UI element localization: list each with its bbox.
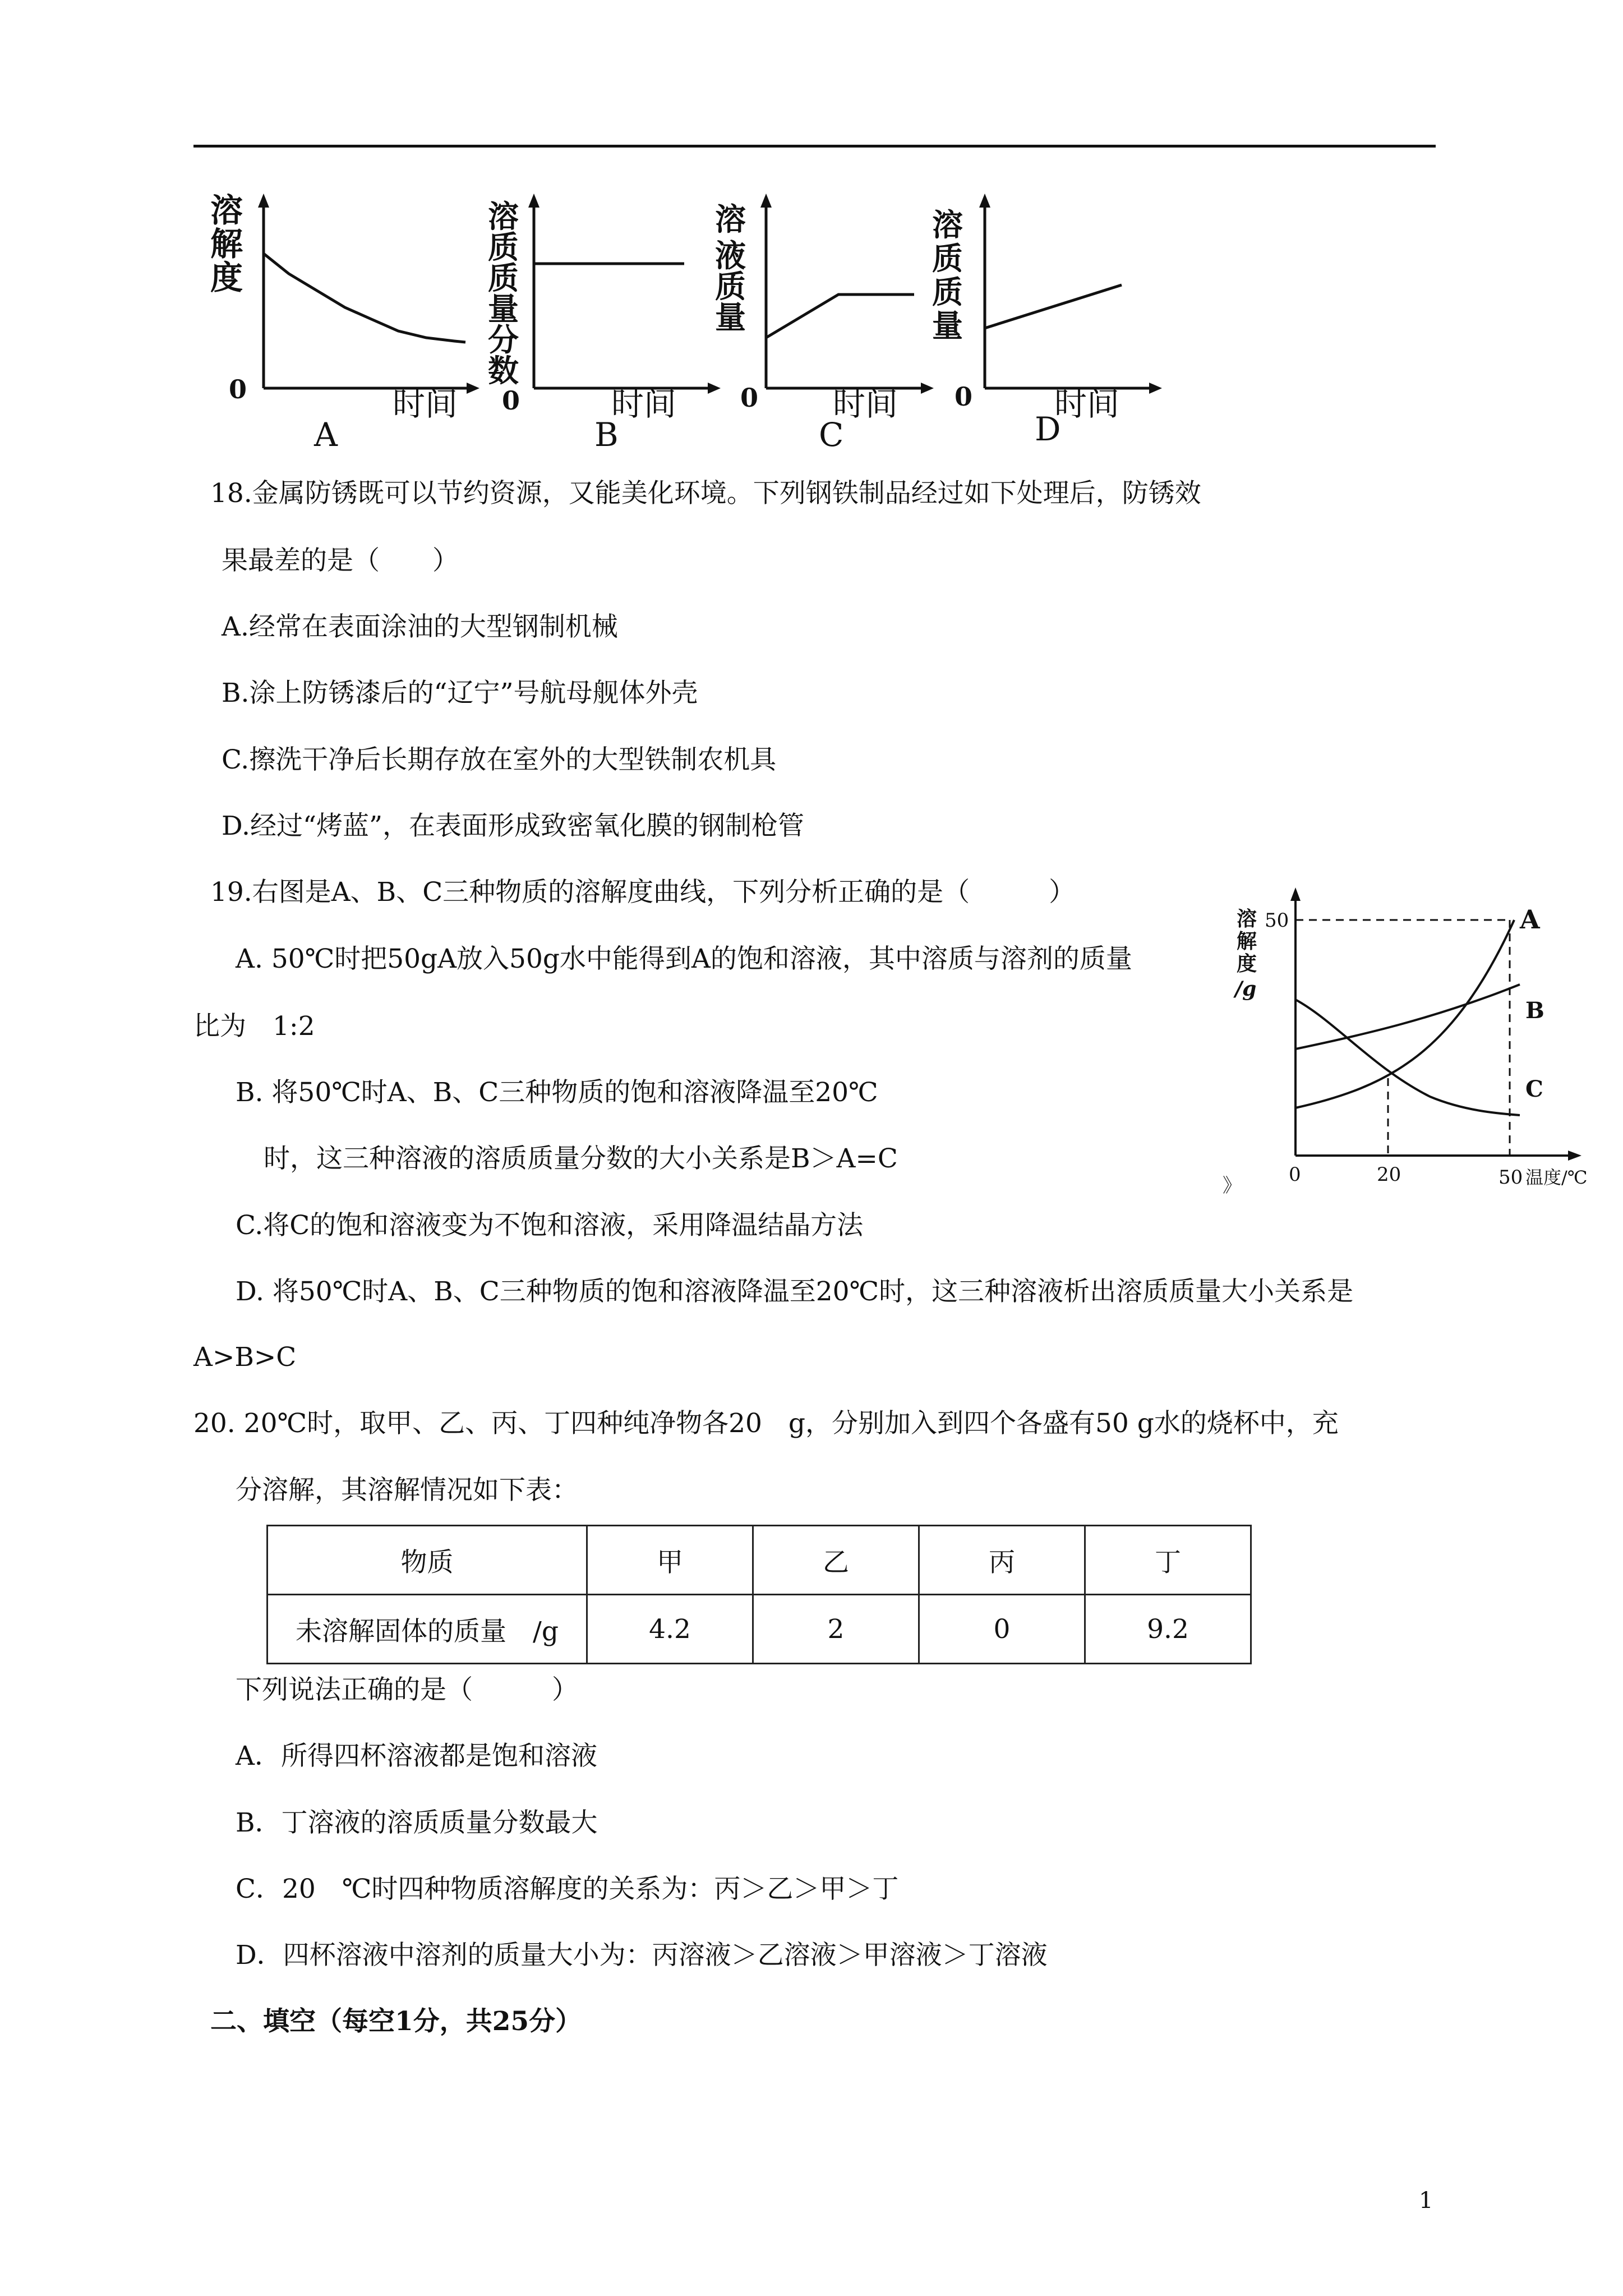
q20-stem-line2: 分溶解，其溶解情况如下表： — [236, 1475, 578, 1506]
graph-c-ylabel-3: 量 — [715, 299, 746, 335]
curve-label-c: C — [1525, 1076, 1543, 1102]
q20-option-b: B．丁溶液的溶质质量分数最大 — [236, 1807, 598, 1838]
table-row — [268, 1595, 1251, 1664]
q18-option-c: C.擦洗干净后长期存放在室外的大型铁制农机具 — [222, 744, 777, 775]
q19-option-d-line2: A>B>C — [193, 1342, 297, 1373]
sol-ylabel-1: 解 — [1237, 930, 1257, 953]
q20-table — [266, 1525, 1252, 1664]
table-cell: 物质 — [268, 1526, 587, 1595]
graph-c-origin: 0 — [740, 383, 759, 413]
table-cell: 2 — [753, 1595, 919, 1664]
sol-ylabel-2: 度 — [1237, 952, 1257, 976]
q18-stem-line1: 18.金属防锈既可以节约资源，又能美化环境。下列钢铁制品经过如下处理后，防锈效 — [210, 478, 1201, 509]
sol-ylabel-0: 溶 — [1237, 907, 1257, 931]
q19-option-b-line2: 时，这三种溶液的溶质质量分数的大小关系是B＞A=C — [264, 1143, 898, 1174]
graph-b-ylabel-5: 数 — [488, 352, 519, 389]
graph-d-ylabel-2: 质 — [932, 274, 963, 310]
table-cell: 未溶解固体的质量 /g — [268, 1595, 587, 1664]
graph-a-ylabel-2: 度 — [210, 259, 243, 297]
q19-option-a-line1: A. 50℃时把50gA放入50g水中能得到A的饱和溶液，其中溶质与溶剂的质量 — [236, 944, 1132, 974]
graph-c-letter: C — [819, 416, 844, 454]
q20-option-c: C．20 ℃时四种物质溶解度的关系为：丙＞乙＞甲＞丁 — [236, 1874, 899, 1904]
graph-b-letter: B — [594, 416, 619, 454]
sol-ylabel-3: /g — [1235, 977, 1257, 1001]
q18-stem-line2: 果最差的是（ ） — [222, 545, 459, 576]
graph-b-ylabel-1: 质 — [488, 229, 519, 265]
graph-b-ylabel-2: 质 — [488, 260, 519, 296]
sol-origin: 0 — [1289, 1163, 1301, 1186]
table-cell: 甲 — [587, 1526, 753, 1595]
graph-a-ylabel-0: 溶 — [210, 191, 243, 229]
q19-option-a-line2: 比为 1:2 — [193, 1011, 315, 1042]
graph-a-letter: A — [314, 416, 338, 454]
q19-option-d-line1: D. 将50℃时A、B、C三种物质的饱和溶液降温至20℃时，这三种溶液析出溶质质量大小关系是 — [236, 1276, 1354, 1307]
q20-option-a: A．所得四杯溶液都是饱和溶液 — [236, 1741, 597, 1772]
graph-d-ylabel-3: 量 — [932, 307, 963, 344]
q19-stem: 19.右图是A、B、C三种物质的溶解度曲线，下列分析正确的是（ ） — [210, 877, 1076, 908]
section2-heading: 二、填空（每空1分，共25分） — [210, 2006, 582, 2037]
graph-d-ylabel-0: 溶 — [932, 206, 963, 243]
graph-d — [932, 194, 1162, 448]
q18-option-b: B.涂上防锈漆后的“辽宁”号航母舰体外壳 — [222, 678, 698, 708]
graph-b-ylabel-0: 溶 — [488, 198, 519, 234]
header-rule — [193, 145, 1436, 148]
table-cell: 乙 — [753, 1526, 919, 1595]
graph-b-ylabel-3: 量 — [488, 291, 519, 327]
graph-c-ylabel-2: 质 — [715, 268, 746, 305]
table-cell: 0 — [919, 1595, 1085, 1664]
table-cell: 丙 — [919, 1526, 1085, 1595]
table-cell: 4.2 — [587, 1595, 753, 1664]
q19-option-b-line1: B. 将50℃时A、B、C三种物质的饱和溶液降温至20℃ — [236, 1077, 878, 1108]
graph-c — [715, 194, 934, 454]
q20-prompt: 下列说法正确的是（ ） — [236, 1674, 578, 1705]
sol-x20: 20 — [1377, 1163, 1401, 1186]
q19-option-c: C.将C的饱和溶液变为不饱和溶液，采用降温结晶方法 — [236, 1210, 864, 1241]
q17-graphs — [191, 191, 1166, 460]
graph-c-xlabel: 时间 — [833, 385, 898, 423]
graph-d-xlabel: 时间 — [1054, 385, 1120, 423]
graph-a — [210, 191, 479, 454]
graph-b — [488, 194, 721, 454]
solubility-curve-graph — [1223, 881, 1621, 1217]
curve-label-a: A — [1520, 904, 1540, 935]
page-number: 1 — [1419, 2188, 1433, 2214]
graph-d-letter: D — [1035, 410, 1061, 448]
q20-stem-line1: 20. 20℃时，取甲、乙、丙、丁四种纯净物各20 g，分别加入到四个各盛有50 g水的烧杯中，充 — [193, 1408, 1339, 1439]
table-cell: 9.2 — [1085, 1595, 1251, 1664]
q18-option-d: D.经过“烤蓝”，在表面形成致密氧化膜的钢制枪管 — [222, 811, 805, 841]
sol-x50: 50 — [1498, 1166, 1523, 1189]
graph-a-origin: 0 — [229, 374, 247, 404]
graph-d-origin: 0 — [955, 381, 973, 412]
sol-stray-mark: 》 — [1223, 1175, 1242, 1197]
graph-d-ylabel-1: 质 — [932, 240, 963, 277]
graph-c-ylabel-1: 液 — [715, 237, 746, 274]
sol-y50: 50 — [1265, 909, 1289, 932]
curve-label-b: B — [1525, 997, 1544, 1024]
table-cell: 丁 — [1085, 1526, 1251, 1595]
table-header-row — [268, 1526, 1251, 1595]
q20-option-d: D．四杯溶液中溶剂的质量大小为：丙溶液＞乙溶液＞甲溶液＞丁溶液 — [236, 1940, 1048, 1971]
graph-b-ylabel-4: 分 — [488, 321, 519, 358]
graph-b-xlabel: 时间 — [611, 385, 677, 423]
q18-option-a: A.经常在表面涂油的大型钢制机械 — [222, 611, 618, 642]
graph-a-xlabel: 时间 — [393, 385, 458, 423]
sol-xlabel: 温度/℃ — [1525, 1167, 1588, 1188]
graph-a-ylabel-1: 解 — [210, 225, 243, 263]
graph-c-ylabel-0: 溶 — [715, 201, 746, 237]
graph-b-origin: 0 — [502, 385, 520, 416]
